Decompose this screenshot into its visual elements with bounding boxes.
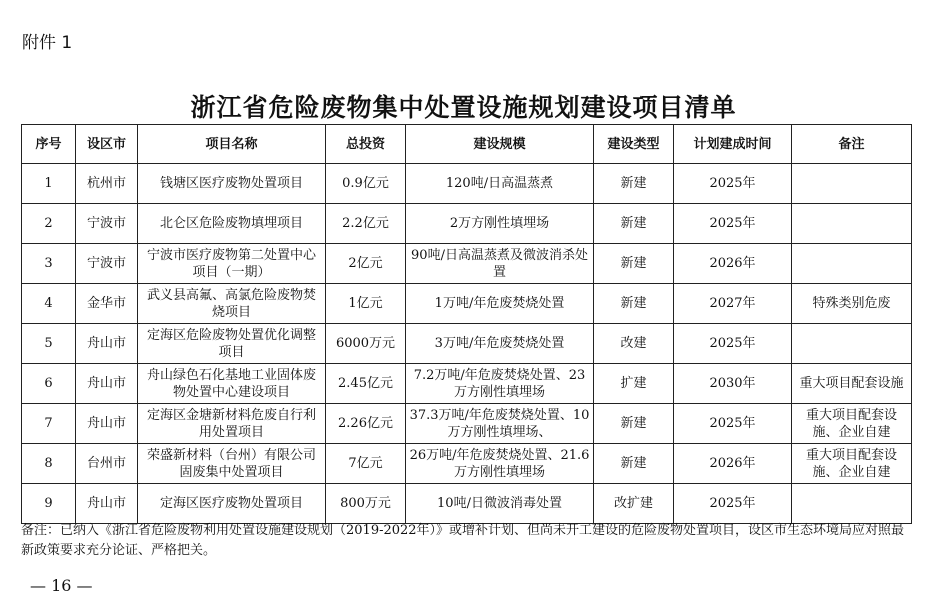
table-cell: 1: [22, 164, 76, 204]
table-cell: 3万吨/年危废焚烧处置: [406, 324, 594, 364]
table-cell: 新建: [594, 244, 674, 284]
table-cell: 90吨/日高温蒸煮及微波消杀处置: [406, 244, 594, 284]
header-cell: 序号: [22, 125, 76, 164]
table-cell: 6: [22, 364, 76, 404]
table-cell: 2万方刚性填埋场: [406, 204, 594, 244]
header-cell: 设区市: [76, 125, 138, 164]
table-row: [22, 244, 912, 284]
table-cell: 北仑区危险废物填埋项目: [138, 204, 326, 244]
table-cell: 重大项目配套设施: [792, 364, 912, 404]
table-cell: 2026年: [674, 444, 792, 484]
table-cell: 重大项目配套设施、企业自建: [792, 404, 912, 444]
table-cell: 宁波市医疗废物第二处置中心项目（一期）: [138, 244, 326, 284]
table-cell: 2025年: [674, 484, 792, 524]
table-cell: 新建: [594, 444, 674, 484]
table-cell: 杭州市: [76, 164, 138, 204]
table-cell: 特殊类别危废: [792, 284, 912, 324]
table-cell: 4: [22, 284, 76, 324]
table-cell: 6000万元: [326, 324, 406, 364]
table-cell: 舟山市: [76, 404, 138, 444]
table-cell: 扩建: [594, 364, 674, 404]
table-cell: 定海区医疗废物处置项目: [138, 484, 326, 524]
table-row: [22, 404, 912, 444]
table-cell: 新建: [594, 404, 674, 444]
table-cell: 2027年: [674, 284, 792, 324]
table-cell: 定海区危险废物处置优化调整项目: [138, 324, 326, 364]
table-cell: 3: [22, 244, 76, 284]
table-cell: 宁波市: [76, 204, 138, 244]
table-cell: 舟山市: [76, 364, 138, 404]
header-cell: 建设类型: [594, 125, 674, 164]
table-cell: 7亿元: [326, 444, 406, 484]
table-cell: [792, 244, 912, 284]
table-cell: 5: [22, 324, 76, 364]
table-row: [22, 364, 912, 404]
attachment-label: 附件 1: [22, 33, 73, 53]
table-cell: 台州市: [76, 444, 138, 484]
table-cell: 7.2万吨/年危废焚烧处置、23万方刚性填埋场: [406, 364, 594, 404]
table-cell: 新建: [594, 164, 674, 204]
table-cell: 2025年: [674, 204, 792, 244]
table-cell: [792, 164, 912, 204]
table-cell: 26万吨/年危废焚烧处置、21.6万方刚性填埋场: [406, 444, 594, 484]
table-row: [22, 324, 912, 364]
table-row: [22, 284, 912, 324]
table-row: [22, 444, 912, 484]
table-cell: 2025年: [674, 324, 792, 364]
table-cell: 2030年: [674, 364, 792, 404]
table-cell: 2025年: [674, 404, 792, 444]
table-cell: [792, 324, 912, 364]
table-cell: 舟山市: [76, 484, 138, 524]
table-cell: 120吨/日高温蒸煮: [406, 164, 594, 204]
table-cell: 0.9亿元: [326, 164, 406, 204]
table-cell: 舟山绿色石化基地工业固体废物处置中心建设项目: [138, 364, 326, 404]
table-cell: 金华市: [76, 284, 138, 324]
table-cell: 改扩建: [594, 484, 674, 524]
table-cell: 宁波市: [76, 244, 138, 284]
table-cell: 荣盛新材料（台州）有限公司固废集中处置项目: [138, 444, 326, 484]
table-cell: 武义县高氟、高氯危险废物焚烧项目: [138, 284, 326, 324]
header-cell: 总投资: [326, 125, 406, 164]
table-cell: 2.45亿元: [326, 364, 406, 404]
table-cell: 9: [22, 484, 76, 524]
table-cell: 改建: [594, 324, 674, 364]
table-cell: 8: [22, 444, 76, 484]
header-cell: 备注: [792, 125, 912, 164]
table-cell: 定海区金塘新材料危废自行利用处置项目: [138, 404, 326, 444]
header-cell: 计划建成时间: [674, 125, 792, 164]
table-cell: 2026年: [674, 244, 792, 284]
table-cell: [792, 204, 912, 244]
page-number: — 16 —: [30, 576, 93, 595]
document-title: 浙江省危险废物集中处置设施规划建设项目清单: [190, 93, 737, 122]
table-header-row: [22, 125, 912, 164]
table-cell: 重大项目配套设施、企业自建: [792, 444, 912, 484]
table-cell: 1亿元: [326, 284, 406, 324]
table-cell: 2: [22, 204, 76, 244]
table-cell: 37.3万吨/年危废焚烧处置、10万方刚性填埋场、: [406, 404, 594, 444]
header-cell: 建设规模: [406, 125, 594, 164]
table-cell: 钱塘区医疗废物处置项目: [138, 164, 326, 204]
table-cell: 2亿元: [326, 244, 406, 284]
table-row: [22, 164, 912, 204]
project-table: [21, 124, 912, 524]
table-cell: 2.2亿元: [326, 204, 406, 244]
footnote: 备注：已纳入《浙江省危险废物利用处置设施建设规划（2019-2022年）》或增补计划、但尚未开工建设的危险废物处置项目，设区市生态环境局应对照最新政策要求充分论证、严格把关。: [21, 523, 905, 558]
table-row: [22, 484, 912, 524]
table-cell: 新建: [594, 204, 674, 244]
header-cell: 项目名称: [138, 125, 326, 164]
table-cell: 800万元: [326, 484, 406, 524]
table-row: [22, 204, 912, 244]
table-cell: 7: [22, 404, 76, 444]
table-cell: [792, 484, 912, 524]
table-cell: 1万吨/年危废焚烧处置: [406, 284, 594, 324]
table-cell: 10吨/日微波消毒处置: [406, 484, 594, 524]
table-cell: 新建: [594, 284, 674, 324]
table-cell: 2025年: [674, 164, 792, 204]
table-cell: 舟山市: [76, 324, 138, 364]
table-cell: 2.26亿元: [326, 404, 406, 444]
